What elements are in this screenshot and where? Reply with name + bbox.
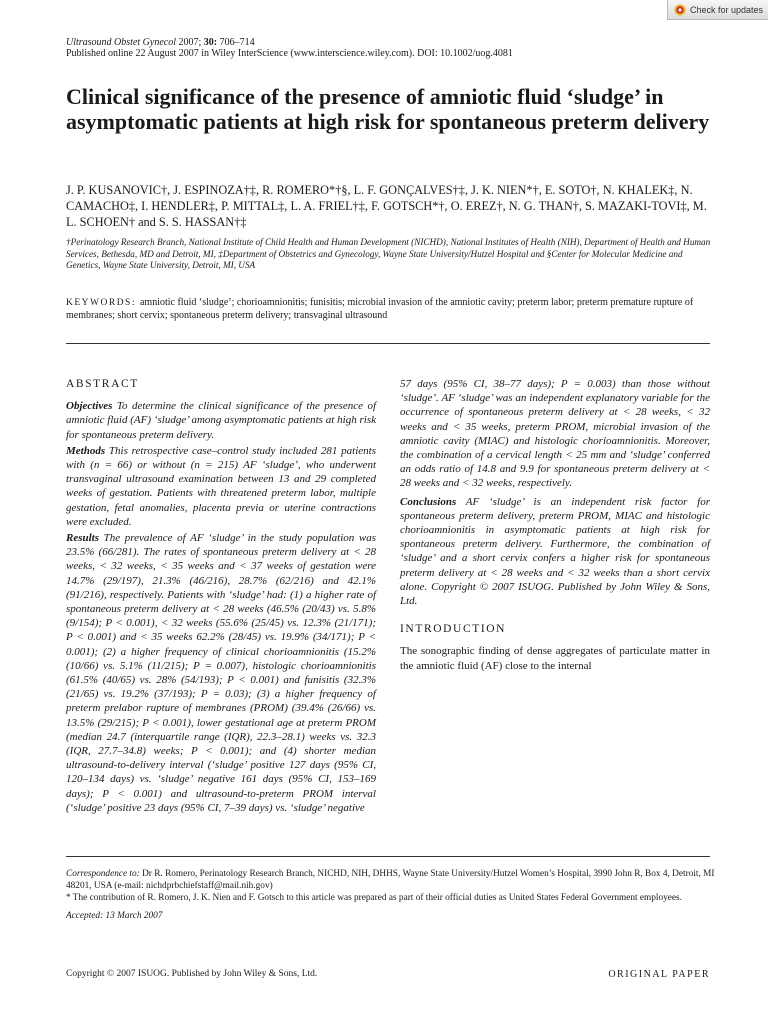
accepted-date: Accepted: 13 March 2007 bbox=[66, 911, 163, 921]
abstract-results bbox=[66, 531, 376, 815]
objectives-text: To determine the clinical significance of the presence of amniotic fluid (AF) ‘sludge’ among asymptomatic patients at high risk for spontaneous preterm delivery. bbox=[66, 400, 376, 441]
author-list: J. P. KUSANOVIC†, J. ESPINOZA†‡, R. ROMERO*†§, L. F. GONÇALVES†‡, J. K. NIEN*†, E. SOTO†, N. KHALEK‡, N. CAMACHO‡, I. HENDLER‡, P. MITTAL‡, L. A. FRIEL†‡, F. GOTSCH*†, O. EREZ†, N. G. THAN†, S. MAZAKI-TOVI‡, M. L. SCHOEN† and S. S. HASSAN†‡ bbox=[66, 183, 707, 229]
check-for-updates-badge[interactable] bbox=[667, 0, 768, 20]
journal-name: Ultrasound Obstet Gynecol bbox=[66, 37, 176, 48]
keywords bbox=[66, 297, 716, 322]
paper-type: ORIGINAL PAPER bbox=[608, 969, 710, 980]
objectives-label: Objectives bbox=[66, 400, 113, 413]
introduction-text: The sonographic finding of dense aggregates of particulate matter in the amniotic fluid (AF) close to the internal bbox=[400, 645, 710, 672]
results-label: Results bbox=[66, 532, 100, 545]
article-title: Clinical significance of the presence of amniotic fluid ‘sludge’ in asymptomatic patients at high risk for spontaneous preterm delivery bbox=[66, 84, 710, 134]
correspondence bbox=[66, 868, 716, 892]
check-for-updates-label: Check for updates bbox=[690, 4, 764, 15]
journal-volume: 30: bbox=[203, 37, 218, 48]
section-divider bbox=[66, 343, 710, 344]
abstract-right-column bbox=[400, 377, 710, 673]
footnote-divider bbox=[66, 856, 710, 857]
conclusions-text: AF ‘sludge’ is an independent risk factor for spontaneous preterm delivery, preterm PROM, MIAC and histologic chorioamnionitis in asymptomatic patients at high risk for spontaneous preterm delivery. Furthermore, the combination of ‘sludge’ and a short cervix confers a higher risk for spontaneous preterm delivery at < 28 weeks and < 32 weeks than a short cervix alone. Copyright © 2007 ISUOG. Published by John Wiley & Sons, Ltd. bbox=[400, 495, 710, 608]
conclusions-label: Conclusions bbox=[400, 495, 457, 508]
publication-info: Published online 22 August 2007 in Wiley InterScience (www.interscience.wiley.com). DOI: 10.1002/uog.4081 bbox=[66, 48, 513, 59]
correspondence-label: Correspondence to: bbox=[66, 869, 140, 879]
abstract-conclusions bbox=[400, 495, 710, 609]
contribution-note: * The contribution of R. Romero, J. K. Nien and F. Gotsch to this article was prepared as part of their official duties as United States Federal Government employees. bbox=[66, 893, 682, 903]
footnotes bbox=[66, 868, 716, 922]
abstract-methods bbox=[66, 444, 376, 529]
correspondence-text: Dr R. Romero, Perinatology Research Branch, NICHD, NIH, DHHS, Wayne State University/Hutzel Women’s Hospital, 3990 John R, Box 4, Detroit, MI 48201, USA (e-mail: nichdprbchiefstaff@mail.nih.gov) bbox=[66, 869, 715, 891]
journal-pages: 706–714 bbox=[217, 37, 255, 48]
update-check-icon bbox=[674, 4, 686, 16]
introduction-heading: INTRODUCTION bbox=[400, 623, 507, 636]
keywords-label: KEYWORDS: bbox=[66, 298, 136, 308]
affiliations: †Perinatology Research Branch, National Institute of Child Health and Human Development (NICHD), National Institutes of Health (NIH), Department of Health and Human Services, Bethesda, MD and Detroit, MI, ‡Department of Obstetrics and Gynecology, Wayne State University/Hutzel Hospital and §Center for Molecular Medicine and Genetics, Wayne State University, Detroit, MI, USA bbox=[66, 237, 711, 271]
keywords-text: amniotic fluid ‘sludge’; chorioamnionitis; funisitis; microbial invasion of the amniotic cavity; preterm labor; preterm premature rupture of membranes; short cervix; spontaneous preterm delivery; transvaginal ultrasound bbox=[66, 297, 694, 321]
results-text: The prevalence of AF ‘sludge’ in the study population was 23.5% (66/281). The rates of spontaneous preterm delivery at < 28 weeks, < 32 weeks, < 35 weeks and < 37 weeks of gestation were 14.7% (29/197), 21.3% (46/216), 28.7% (62/216) and 42.1% (91/216), respectively. Patients with ‘sludge’ had: (1) a higher rate of spontaneous preterm delivery at < 28 weeks (46.5% (20/43) vs. 5.8% (9/154); P < 0.001), < 32 weeks (55.6% (25/45) vs. 12.3% (21/171); P < 0.001) and < 35 weeks 62.2% (28/45) vs. 19.9% (34/171); P < 0.001); (2) a higher frequency of clinical chorioamnionitis (15.2% (10/66) vs. 5.1% (11/215); P = 0.007), histologic chorioamnionitis (61.5% (40/65) vs. 28% (54/193); P < 0.001) and funisitis (32.3% (21/65) vs. 19.2% (37/193); P = 0.03); (3) a higher frequency of preterm prelabor rupture of membranes (PROM) (39.4% (26/66) vs. 13.5% (29/215); P < 0.001), lower gestational age at preterm PROM (median 24.7 (interquartile range (IQR), 22.3–28.1) weeks vs. 32.3 (IQR, 27.7–34.8) weeks; P < 0.001); and (4) shorter median ultrasound-to-delivery interval (‘sludge’ positive 127 days (95% CI, 120–134 days) vs. ‘sludge’ negative 161 days (95% CI, 153–169 days); P < 0.001) and ultrasound-to-preterm PROM interval (‘sludge’ positive 23 days (95% CI, 7–39 days) vs. ‘sludge’ negative bbox=[66, 532, 376, 814]
copyright: Copyright © 2007 ISUOG. Published by John Wiley & Sons, Ltd. bbox=[66, 969, 318, 979]
methods-label: Methods bbox=[66, 444, 106, 457]
abstract-heading: ABSTRACT bbox=[66, 378, 139, 390]
results-continued: 57 days (95% CI, 38–77 days); P = 0.003) than those without ‘sludge’. AF ‘sludge’ was an independent explanatory variable for the occurrence of spontaneous preterm delivery at < 28 weeks, < 32 weeks and < 35 weeks, preterm PROM, microbial invasion of the amniotic cavity (MIAC) and histologic chorioamnionitis. Moreover, the combination of a cervical length < 25 mm and ‘sludge’ conferred an odds ratio of 14.8 and 9.9 for spontaneous preterm delivery at < 28 weeks and < 32 weeks, respectively. bbox=[400, 378, 710, 490]
abstract-objectives bbox=[66, 399, 376, 442]
abstract-left-column bbox=[66, 377, 376, 815]
journal-year: 2007; bbox=[176, 37, 204, 48]
methods-text: This retrospective case–control study included 281 patients with (n = 66) or without (n = 215) AF ‘sludge’, who underwent transvaginal ultrasound examination between 13 and 29 completed weeks of gestation. Patients with threatened preterm labor, multiple gestation, fetal anomalies, placenta previa or uterine contractions were excluded. bbox=[66, 444, 376, 528]
